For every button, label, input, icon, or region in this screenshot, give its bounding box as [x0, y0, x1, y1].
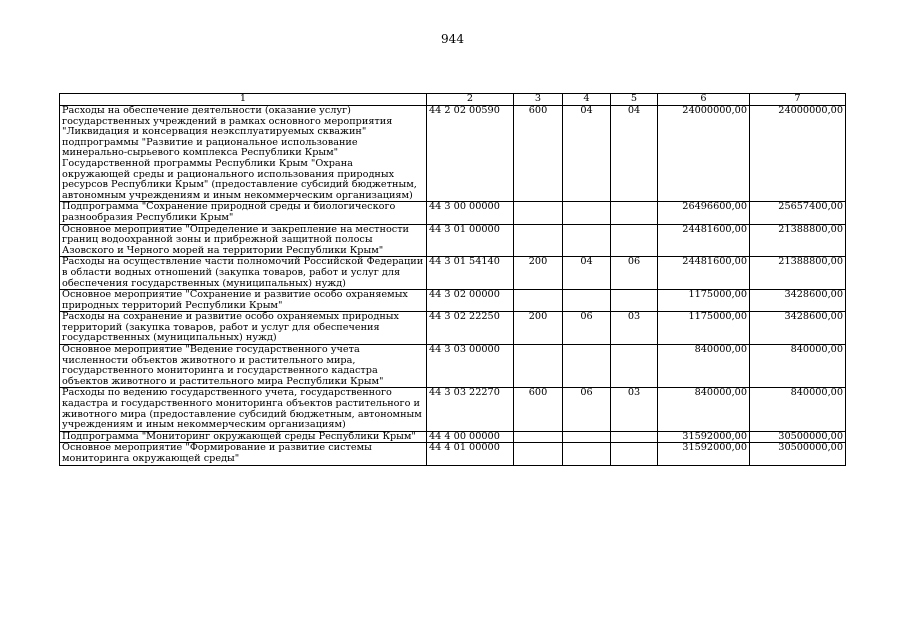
expense-name: Расходы на осуществление части полномочий Российской Федерации в области водных отношений (закупка товаров, работ и услуг для обеспечения государственных (муниципальных) нужд) — [60, 257, 427, 290]
section-code — [563, 224, 611, 257]
subsection-code — [611, 431, 658, 443]
subsection-code — [611, 290, 658, 312]
subsection-code: 03 — [611, 312, 658, 345]
target-code: 44 3 02 22250 — [427, 312, 514, 345]
amount-year-2: 24000000,00 — [750, 106, 846, 202]
amount-year-1: 24481600,00 — [658, 257, 750, 290]
amount-year-2: 25657400,00 — [750, 202, 846, 224]
budget-table — [59, 93, 846, 466]
amount-year-2: 840000,00 — [750, 388, 846, 431]
section-code — [563, 431, 611, 443]
table-row — [60, 345, 846, 388]
subsection-code — [611, 202, 658, 224]
subsection-code: 04 — [611, 106, 658, 202]
table-row — [60, 312, 846, 345]
amount-year-1: 31592000,00 — [658, 431, 750, 443]
expense-name: Расходы на обеспечение деятельности (оказание услуг) государственных учреждений в рамках основного мероприятия "Ликвидация и консервация неэксплуатируемых скважин" подпрограммы "Развитие и рациональное использование минерально-сырьевого комплекса Республики Крым" Государственной программы Республики Крым "Охрана окружающей среды и рационального использования природных ресурсов Республики Крым" (предоставление субсидий бюджетным, автономным учреждениям и иным некоммерческим организациям) — [60, 106, 427, 202]
amount-year-1: 1175000,00 — [658, 290, 750, 312]
header-col-5: 5 — [611, 94, 658, 106]
header-col-3: 3 — [514, 94, 563, 106]
amount-year-2: 30500000,00 — [750, 431, 846, 443]
section-code — [563, 345, 611, 388]
amount-year-1: 24000000,00 — [658, 106, 750, 202]
expense-type-code: 200 — [514, 257, 563, 290]
table-row — [60, 202, 846, 224]
expense-name: Основное мероприятие "Определение и закрепление на местности границ водоохранной зоны и прибрежной защитной полосы Азовского и Черного морей на территории Республики Крым" — [60, 224, 427, 257]
amount-year-1: 26496600,00 — [658, 202, 750, 224]
target-code: 44 4 00 00000 — [427, 431, 514, 443]
header-col-4: 4 — [563, 94, 611, 106]
section-code — [563, 443, 611, 465]
header-col-6: 6 — [658, 94, 750, 106]
page-number: 944 — [441, 32, 464, 46]
expense-type-code: 600 — [514, 388, 563, 431]
expense-type-code — [514, 224, 563, 257]
section-code: 06 — [563, 312, 611, 345]
section-code — [563, 202, 611, 224]
amount-year-2: 30500000,00 — [750, 443, 846, 465]
amount-year-2: 21388800,00 — [750, 257, 846, 290]
table-row — [60, 431, 846, 443]
target-code: 44 3 01 00000 — [427, 224, 514, 257]
section-code: 06 — [563, 388, 611, 431]
amount-year-2: 3428600,00 — [750, 290, 846, 312]
target-code: 44 3 02 00000 — [427, 290, 514, 312]
header-col-2: 2 — [427, 94, 514, 106]
subsection-code: 06 — [611, 257, 658, 290]
expense-name: Основное мероприятие "Формирование и развитие системы мониторинга окружающей среды" — [60, 443, 427, 465]
section-code: 04 — [563, 106, 611, 202]
expense-type-code — [514, 345, 563, 388]
table-row — [60, 388, 846, 431]
expense-type-code — [514, 431, 563, 443]
target-code: 44 3 03 00000 — [427, 345, 514, 388]
expense-type-code: 600 — [514, 106, 563, 202]
target-code: 44 4 01 00000 — [427, 443, 514, 465]
section-code: 04 — [563, 257, 611, 290]
amount-year-1: 1175000,00 — [658, 312, 750, 345]
header-row — [60, 94, 846, 106]
amount-year-2: 3428600,00 — [750, 312, 846, 345]
table-row — [60, 290, 846, 312]
table-row — [60, 106, 846, 202]
table-row — [60, 257, 846, 290]
header-col-1: 1 — [60, 94, 427, 106]
target-code: 44 2 02 00590 — [427, 106, 514, 202]
expense-type-code — [514, 290, 563, 312]
table-row — [60, 443, 846, 465]
expense-type-code — [514, 202, 563, 224]
amount-year-2: 840000,00 — [750, 345, 846, 388]
subsection-code — [611, 443, 658, 465]
target-code: 44 3 00 00000 — [427, 202, 514, 224]
subsection-code: 03 — [611, 388, 658, 431]
subsection-code — [611, 345, 658, 388]
expense-type-code: 200 — [514, 312, 563, 345]
expense-name: Основное мероприятие "Сохранение и развитие особо охраняемых природных территорий Республики Крым" — [60, 290, 427, 312]
target-code: 44 3 03 22270 — [427, 388, 514, 431]
amount-year-1: 840000,00 — [658, 345, 750, 388]
amount-year-1: 24481600,00 — [658, 224, 750, 257]
section-code — [563, 290, 611, 312]
target-code: 44 3 01 54140 — [427, 257, 514, 290]
expense-type-code — [514, 443, 563, 465]
expense-name: Расходы по ведению государственного учета, государственного кадастра и государственного мониторинга объектов растительного и животного мира (предоставление субсидий бюджетным, автономным учреждениям и иным некоммерческим организациям) — [60, 388, 427, 431]
expense-name: Подпрограмма "Мониторинг окружающей среды Республики Крым" — [60, 431, 427, 443]
amount-year-1: 31592000,00 — [658, 443, 750, 465]
subsection-code — [611, 224, 658, 257]
amount-year-1: 840000,00 — [658, 388, 750, 431]
table-row — [60, 224, 846, 257]
expense-name: Подпрограмма "Сохранение природной среды и биологического разнообразия Республики Крым" — [60, 202, 427, 224]
expense-name: Основное мероприятие "Ведение государственного учета численности объектов животного и растительного мира, государственного мониторинга и государственного кадастра объектов животного и растительного мира Республики Крым" — [60, 345, 427, 388]
expense-name: Расходы на сохранение и развитие особо охраняемых природных территорий (закупка товаров, работ и услуг для обеспечения государственных (муниципальных) нужд) — [60, 312, 427, 345]
amount-year-2: 21388800,00 — [750, 224, 846, 257]
header-col-7: 7 — [750, 94, 846, 106]
